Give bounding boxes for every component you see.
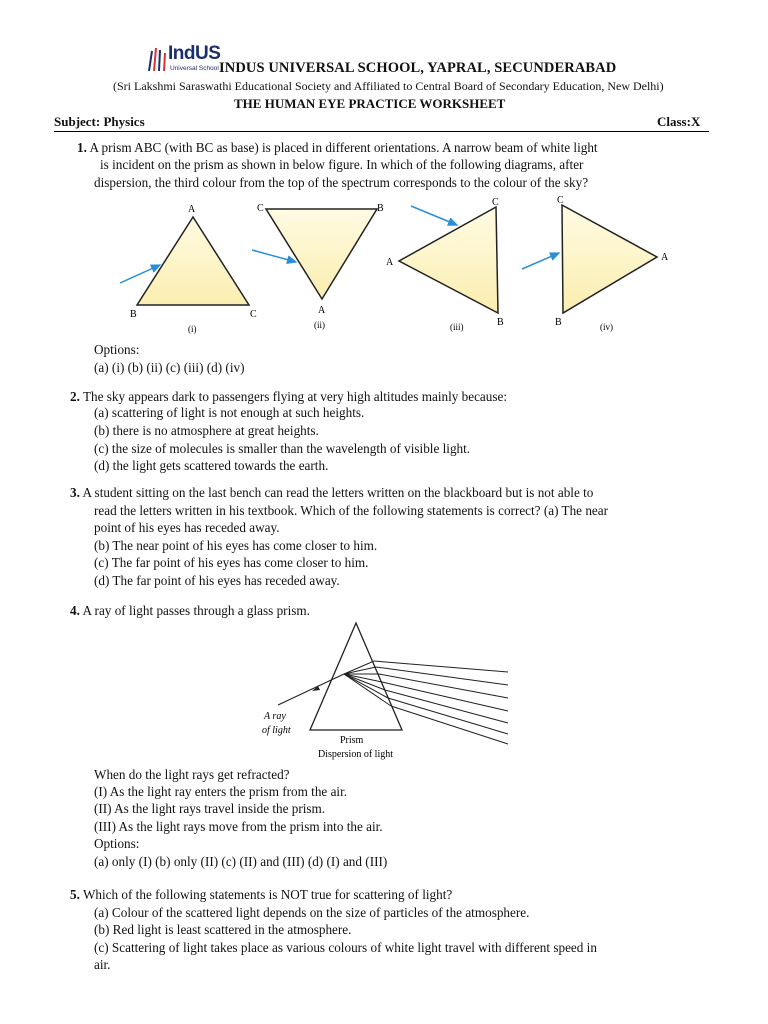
school-logo bbox=[146, 43, 222, 77]
affiliation-line: (Sri Lakshmi Saraswathi Educational Society and Affiliated to Central Board of Secondary Education, New Delhi) bbox=[113, 79, 664, 93]
caption-ii: (ii) bbox=[314, 320, 325, 330]
label-iv-a: A bbox=[661, 252, 669, 263]
prism-iii bbox=[399, 207, 498, 313]
label-iii-a: A bbox=[386, 257, 394, 268]
q4-options-label: Options: bbox=[94, 836, 140, 851]
q5-number: 5. bbox=[70, 887, 80, 902]
q3-line3: point of his eyes has receded away. bbox=[94, 520, 280, 535]
q4-number: 4. bbox=[70, 603, 80, 618]
q1-line1 bbox=[77, 141, 598, 154]
q5-option-b: (b) Red light is least scattered in the atmosphere. bbox=[94, 922, 352, 937]
subject-label: Subject: Physics bbox=[54, 114, 145, 129]
q5-option-c-line2: air. bbox=[94, 957, 111, 972]
beam-arrow-ii bbox=[252, 250, 296, 262]
school-name: INDUS UNIVERSAL SCHOOL, YAPRAL, SECUNDERABAD bbox=[219, 60, 617, 76]
q5-text: Which of the following statements is NOT true for scattering of light? bbox=[82, 887, 453, 902]
caption-i: (i) bbox=[188, 324, 197, 334]
logo-subtext: Universal School bbox=[170, 65, 219, 72]
worksheet-title: THE HUMAN EYE PRACTICE WORKSHEET bbox=[234, 96, 506, 111]
q5-option-c-line1: (c) Scattering of light takes place as various colours of white light travel with different speed in bbox=[94, 940, 597, 955]
fig-caption-dispersion: Dispersion of light bbox=[318, 749, 393, 760]
q4-statement-III: (III) As the light rays move from the prism into the air. bbox=[94, 819, 383, 834]
label-iv-b: B bbox=[555, 317, 562, 328]
label-iii-c: C bbox=[492, 197, 499, 208]
prism-i bbox=[137, 217, 249, 305]
q3-line2: read the letters written in his textbook. Which of the following statements is correct? (a) The near bbox=[94, 503, 609, 518]
q1-line2: is incident on the prism as shown in below figure. In which of the following diagrams, after bbox=[100, 157, 584, 172]
q2-option-b: (b) there is no atmosphere at great heights. bbox=[94, 423, 319, 438]
incident-ray bbox=[278, 674, 344, 705]
q2-stem bbox=[70, 390, 507, 403]
fig-label-of-light: of light bbox=[262, 725, 291, 736]
label-ii-c: C bbox=[257, 203, 264, 214]
q4-options: (a) only (I) (b) only (II) (c) (II) and (III) (d) (I) and (III) bbox=[94, 854, 388, 869]
q3-option-c: (c) The far point of his eyes has come closer to him. bbox=[94, 555, 369, 570]
header-divider bbox=[54, 131, 709, 132]
q1-text1: A prism ABC (with BC as base) is placed in different orientations. A narrow beam of white light bbox=[89, 140, 598, 155]
class-label: Class:X bbox=[657, 114, 701, 129]
label-iii-b: B bbox=[497, 317, 504, 328]
q1-line3: dispersion, the third colour from the top of the spectrum corresponds to the colour of the sky? bbox=[94, 175, 589, 190]
q2-number: 2. bbox=[70, 389, 80, 404]
q3-option-d: (d) The far point of his eyes has receded away. bbox=[94, 573, 340, 588]
beam-arrow-iii bbox=[411, 206, 457, 225]
q4-statement-II: (II) As the light rays travel inside the prism. bbox=[94, 801, 326, 816]
q3-text1: A student sitting on the last bench can read the letters written on the blackboard but is not able to bbox=[82, 485, 594, 500]
q4-question: When do the light rays get refracted? bbox=[94, 767, 290, 782]
q5-stem bbox=[70, 888, 452, 901]
q3-line1 bbox=[70, 486, 593, 499]
caption-iii: (iii) bbox=[450, 322, 464, 332]
label-ii-a: A bbox=[318, 305, 326, 316]
label-ii-b: B bbox=[377, 203, 384, 214]
q4-statement-I: (I) As the light ray enters the prism from the air. bbox=[94, 784, 348, 799]
q2-option-d: (d) the light gets scattered towards the earth. bbox=[94, 458, 329, 473]
logo-wordmark: IndUS bbox=[168, 43, 221, 64]
q5-option-a: (a) Colour of the scattered light depends on the size of particles of the atmosphere. bbox=[94, 905, 530, 920]
q2-option-c: (c) the size of molecules is smaller than the wavelength of visible light. bbox=[94, 441, 471, 456]
dispersed-rays bbox=[344, 661, 508, 744]
prism-iv bbox=[562, 205, 657, 313]
beam-arrow-iv bbox=[522, 253, 559, 269]
q2-text: The sky appears dark to passengers flying at very high altitudes mainly because: bbox=[82, 389, 508, 404]
q4-dispersion-figure bbox=[258, 615, 514, 765]
q1-number: 1. bbox=[77, 140, 87, 155]
q1-prism-figure bbox=[100, 195, 680, 340]
prism-ii bbox=[266, 209, 377, 299]
logo-emblem-icon bbox=[146, 45, 168, 73]
q3-number: 3. bbox=[70, 485, 80, 500]
q2-option-a: (a) scattering of light is not enough at such heights. bbox=[94, 405, 365, 420]
fig-label-prism: Prism bbox=[340, 735, 364, 746]
q3-option-b: (b) The near point of his eyes has come closer to him. bbox=[94, 538, 378, 553]
caption-iv: (iv) bbox=[600, 322, 613, 332]
q1-options: (a) (i) (b) (ii) (c) (iii) (d) (iv) bbox=[94, 360, 245, 375]
label-i-c: C bbox=[250, 309, 257, 320]
label-iv-c: C bbox=[557, 195, 564, 206]
fig-label-a-ray: A ray bbox=[264, 711, 286, 722]
q1-options-label: Options: bbox=[94, 342, 140, 357]
label-i-a: A bbox=[188, 204, 196, 215]
label-i-b: B bbox=[130, 309, 137, 320]
q4-text: A ray of light passes through a glass prism. bbox=[82, 603, 310, 618]
